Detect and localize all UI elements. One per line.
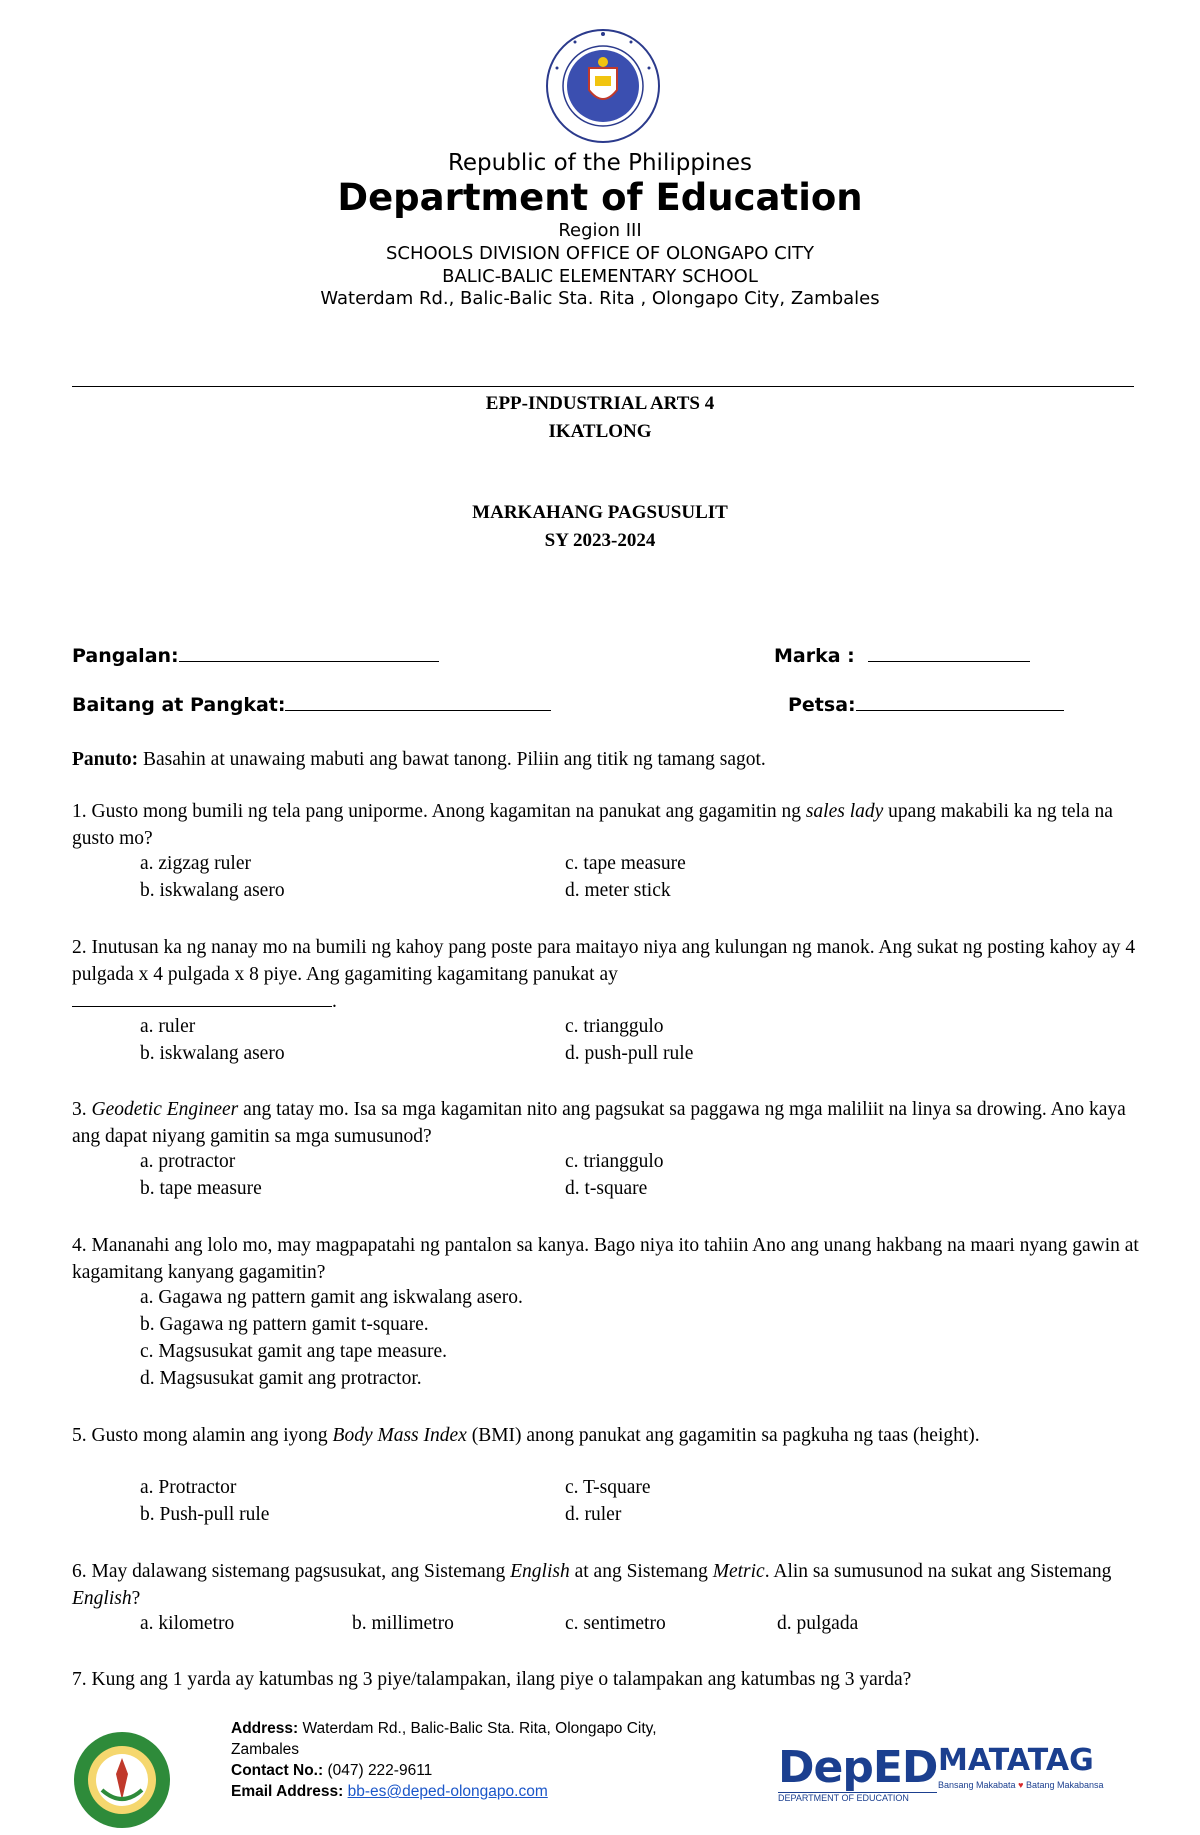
footer-email-label: Email Address: xyxy=(231,1783,344,1800)
name-label: Pangalan: xyxy=(72,645,179,667)
instructions-label: Panuto: xyxy=(72,749,139,770)
score-blank[interactable] xyxy=(868,643,1030,662)
q2-option-c[interactable]: c. trianggulo xyxy=(565,1016,664,1037)
school-year: SY 2023-2024 xyxy=(544,530,656,551)
question-6-text: 6. May dalawang sistemang pagsusukat, ang Sistemang xyxy=(72,1561,511,1582)
school-name: BALIC-BALIC ELEMENTARY SCHOOL xyxy=(442,266,758,287)
q4-option-d[interactable]: d. Magsusukat gamit ang protractor. xyxy=(140,1368,422,1389)
question-2 xyxy=(72,934,1142,1015)
deped-seal-logo xyxy=(545,28,661,144)
question-6-text-mid2: . Alin sa sumusunod na sukat ang Sistemang xyxy=(764,1561,1112,1582)
question-5-text: 5. Gusto mong alamin ang iyong xyxy=(72,1425,333,1446)
question-1-emphasis: sales lady xyxy=(805,801,884,822)
heart-icon: ♥ xyxy=(1018,1780,1024,1790)
question-3-text: ang tatay mo. Isa sa mga kagamitan nito ang pagsukat sa paggawa ng mga maliliit na linya sa drowing. Ano kaya ang dapat niyang gamitin sa mga sumusunod? xyxy=(72,1099,1126,1147)
matatag-tagline-2: Batang Makabansa xyxy=(1025,1780,1104,1790)
date-blank[interactable] xyxy=(856,692,1064,711)
q1-option-d[interactable]: d. meter stick xyxy=(565,880,671,901)
q2-option-b[interactable]: b. iskwalang asero xyxy=(140,1043,285,1064)
q1-option-b[interactable]: b. iskwalang asero xyxy=(140,880,285,901)
deped-logo xyxy=(778,1742,938,1803)
q5-option-a[interactable]: a. Protractor xyxy=(140,1477,237,1498)
instructions-text: Basahin at unawaing mabuti ang bawat tanong. Piliin ang titik ng tamang sagot. xyxy=(138,749,766,770)
division-line: SCHOOLS DIVISION OFFICE OF OLONGAPO CITY xyxy=(385,243,815,264)
matatag-logo xyxy=(938,1744,1104,1790)
instructions xyxy=(72,746,1142,773)
q4-option-c[interactable]: c. Magsusukat gamit ang tape measure. xyxy=(140,1341,448,1362)
matatag-logo-text: MATATAG xyxy=(938,1743,1094,1778)
footer-contact-value: (047) 222-9611 xyxy=(323,1762,433,1779)
score-label: Marka : xyxy=(774,645,855,667)
exam-type: MARKAHANG PAGSUSULIT xyxy=(472,502,728,523)
question-6-emphasis-metric: Metric xyxy=(712,1561,765,1582)
q6-option-a[interactable]: a. kilometro xyxy=(140,1613,235,1634)
question-3-number: 3. xyxy=(72,1099,92,1120)
question-5-emphasis: Body Mass Index xyxy=(332,1425,467,1446)
name-field[interactable] xyxy=(72,643,439,667)
header-divider xyxy=(72,386,1134,387)
grade-section-blank[interactable] xyxy=(285,692,551,711)
footer-address-value: Waterdam Rd., Balic-Balic Sta. Rita, Olongapo City, xyxy=(298,1720,657,1737)
q1-option-c[interactable]: c. tape measure xyxy=(565,853,686,874)
question-3 xyxy=(72,1096,1142,1150)
question-7: 7. Kung ang 1 yarda ay katumbas ng 3 piye/talampakan, ilang piye o talampakan ang katumbas ng 3 yarda? xyxy=(72,1669,912,1690)
exam-quarter: IKATLONG xyxy=(548,421,652,442)
score-field[interactable] xyxy=(774,643,1030,667)
footer-contact xyxy=(231,1718,657,1802)
q3-option-c[interactable]: c. trianggulo xyxy=(565,1151,664,1172)
footer-address-value-2: Zambales xyxy=(231,1741,300,1758)
q3-option-b[interactable]: b. tape measure xyxy=(140,1178,262,1199)
q2-answer-blank[interactable] xyxy=(72,988,332,1007)
question-5-text-end: (BMI) anong panukat ang gagamitin sa pagkuha ng taas (height). xyxy=(466,1425,980,1446)
region-line: Region III xyxy=(558,220,642,241)
deped-logo-subtext: DEPARTMENT OF EDUCATION xyxy=(778,1792,937,1803)
deped-logo-text: DepED xyxy=(778,1742,938,1793)
republic-line: Republic of the Philippines xyxy=(447,150,753,176)
question-6-text-mid: at ang Sistemang xyxy=(569,1561,713,1582)
school-logo xyxy=(72,1730,172,1830)
matatag-tagline-1: Bansang Makabata xyxy=(938,1780,1016,1790)
footer-address-label: Address: xyxy=(231,1720,299,1737)
q2-option-a[interactable]: a. ruler xyxy=(140,1016,196,1037)
question-3-emphasis: Geodetic Engineer xyxy=(91,1099,239,1120)
q5-option-c[interactable]: c. T-square xyxy=(565,1477,651,1498)
q3-option-a[interactable]: a. protractor xyxy=(140,1151,236,1172)
q2-option-d[interactable]: d. push-pull rule xyxy=(565,1043,694,1064)
school-address: Waterdam Rd., Balic-Balic Sta. Rita , Olongapo City, Zambales xyxy=(320,288,880,309)
department-name: Department of Education xyxy=(337,176,863,219)
grade-section-label: Baitang at Pangkat: xyxy=(72,694,286,716)
question-1-text-end: upang makabili ka ng tela na gusto mo? xyxy=(72,801,1113,849)
question-6-emphasis-english-2: English xyxy=(72,1588,132,1609)
matatag-tagline xyxy=(938,1780,1104,1790)
q6-option-d[interactable]: d. pulgada xyxy=(777,1613,859,1634)
q6-option-b[interactable]: b. millimetro xyxy=(352,1613,454,1634)
footer-email-link[interactable]: bb-es@deped-olongapo.com xyxy=(347,1783,548,1800)
exam-subject: EPP-INDUSTRIAL ARTS 4 xyxy=(485,393,715,414)
q5-option-b[interactable]: b. Push-pull rule xyxy=(140,1504,270,1525)
question-2-end: . xyxy=(332,991,337,1012)
footer-contact-label: Contact No.: xyxy=(231,1762,324,1779)
question-4: 4. Mananahi ang lolo mo, may magpapatahi ng pantalon sa kanya. Bago niya ito tahiin Ano ang unang hakbang na maari nyang gawin at kagamitang kanyang gagamitin? xyxy=(72,1235,1139,1283)
question-1-text: 1. Gusto mong bumili ng tela pang uniporme. Anong kagamitan na panukat ang gagamitin ng xyxy=(72,801,806,822)
q1-option-a[interactable]: a. zigzag ruler xyxy=(140,853,251,874)
question-6 xyxy=(72,1558,1142,1612)
question-1 xyxy=(72,798,1142,852)
q4-option-a[interactable]: a. Gagawa ng pattern gamit ang iskwalang asero. xyxy=(140,1287,523,1308)
date-field[interactable] xyxy=(788,692,1064,716)
date-label: Petsa: xyxy=(788,694,856,716)
q6-option-c[interactable]: c. sentimetro xyxy=(565,1613,666,1634)
name-blank[interactable] xyxy=(179,643,439,662)
question-6-text-end: ? xyxy=(131,1588,141,1609)
q5-option-d[interactable]: d. ruler xyxy=(565,1504,622,1525)
q4-option-b[interactable]: b. Gagawa ng pattern gamit t-square. xyxy=(140,1314,429,1335)
question-2-text: 2. Inutusan ka ng nanay mo na bumili ng kahoy pang poste para maitayo niya ang kulungan ng manok. Ang sukat ng posting kahoy ay 4 pulgada x 4 pulgada x 8 piye. Ang gagamiting kagamitang panukat ay xyxy=(72,937,1136,985)
grade-section-field[interactable] xyxy=(72,692,551,716)
question-6-emphasis-english: English xyxy=(510,1561,570,1582)
q3-option-d[interactable]: d. t-square xyxy=(565,1178,648,1199)
question-5 xyxy=(72,1422,1142,1449)
